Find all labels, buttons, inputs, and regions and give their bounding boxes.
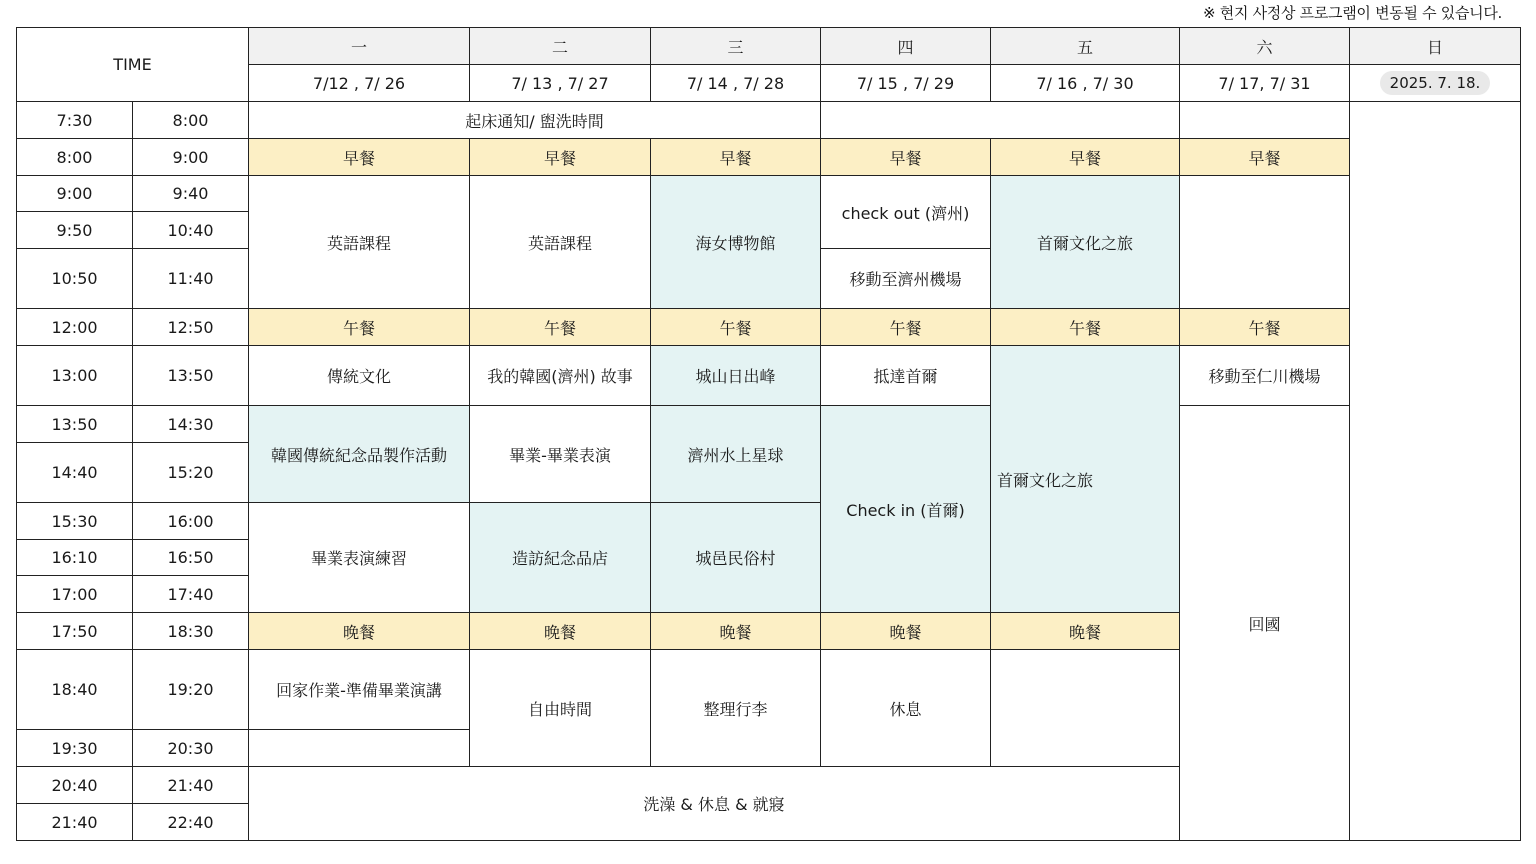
time-end: 11:40: [133, 249, 249, 309]
date-sat: 7/ 17, 7/ 31: [1180, 65, 1350, 102]
dinner-cell: 晚餐: [651, 613, 821, 650]
time-end: 15:20: [133, 443, 249, 503]
day-header-wed: 三: [651, 28, 821, 65]
free-time-cell: 自由時間: [470, 650, 651, 767]
arrive-seoul-cell: 抵達首爾: [821, 346, 991, 406]
time-end: 9:00: [133, 139, 249, 176]
time-start: 19:30: [17, 730, 133, 767]
time-start: 9:00: [17, 176, 133, 212]
time-start: 16:10: [17, 540, 133, 576]
time-end: 22:40: [133, 804, 249, 841]
time-end: 21:40: [133, 767, 249, 804]
time-end: 17:40: [133, 576, 249, 613]
my-korea-story-cell: 我的韓國(濟州) 故事: [470, 346, 651, 406]
english-class-cell: 英語課程: [470, 176, 651, 309]
breakfast-cell: 早餐: [821, 139, 991, 176]
souvenir-shop-cell: 造訪紀念品店: [470, 503, 651, 613]
seoul-culture-tour-cell: 首爾文化之旅: [991, 346, 1180, 613]
time-end: 16:00: [133, 503, 249, 540]
time-end: 18:30: [133, 613, 249, 650]
dinner-cell: 晚餐: [991, 613, 1180, 650]
time-start: 13:50: [17, 406, 133, 443]
time-start: 18:40: [17, 650, 133, 730]
time-start: 14:40: [17, 443, 133, 503]
checkout-jeju-cell: check out (濟州): [821, 176, 991, 249]
schedule-note: ※ 현지 사정상 프로그램이 변동될 수 있습니다.: [1203, 4, 1502, 22]
empty-cell: [1180, 102, 1350, 139]
traditional-culture-cell: 傳統文化: [249, 346, 470, 406]
lunch-cell: 午餐: [991, 309, 1180, 346]
time-start: 7:30: [17, 102, 133, 139]
graduation-practice-cell: 畢業表演練習: [249, 503, 470, 613]
bath-rest-sleep-cell: 洗澡 & 休息 & 就寢: [249, 767, 1180, 841]
time-start: 10:50: [17, 249, 133, 309]
packing-cell: 整理行李: [651, 650, 821, 767]
empty-cell: [1180, 176, 1350, 309]
date-sun: [1350, 65, 1521, 102]
time-start: 12:00: [17, 309, 133, 346]
souvenir-making-cell: 韓國傳統紀念品製作活動: [249, 406, 470, 503]
empty-cell: [249, 730, 470, 767]
time-end: 10:40: [133, 212, 249, 249]
lunch-cell: 午餐: [470, 309, 651, 346]
date-mon: 7/12 , 7/ 26: [249, 65, 470, 102]
english-class-cell: 英語課程: [249, 176, 470, 309]
date-fri: 7/ 16 , 7/ 30: [991, 65, 1180, 102]
dinner-cell: 晚餐: [470, 613, 651, 650]
breakfast-cell: 早餐: [249, 139, 470, 176]
date-tue: 7/ 13 , 7/ 27: [470, 65, 651, 102]
time-end: 14:30: [133, 406, 249, 443]
day-header-tue: 二: [470, 28, 651, 65]
empty-cell: [821, 102, 1180, 139]
wake-up-cell: 起床通知/ 盥洗時間: [249, 102, 821, 139]
time-end: 16:50: [133, 540, 249, 576]
day-header-sun: 日: [1350, 28, 1521, 65]
move-to-jeju-airport-cell: 移動至濟州機場: [821, 249, 991, 309]
time-start: 13:00: [17, 346, 133, 406]
haenyeo-museum-cell: 海女博物館: [651, 176, 821, 309]
time-start: 21:40: [17, 804, 133, 841]
time-end: 20:30: [133, 730, 249, 767]
graduation-show-cell: 畢業-畢業表演: [470, 406, 651, 503]
time-header: TIME: [17, 28, 249, 102]
seoul-culture-tour-cell: 首爾文化之旅: [991, 176, 1180, 309]
lunch-cell: 午餐: [1180, 309, 1350, 346]
lunch-cell: 午餐: [651, 309, 821, 346]
seongsan-peak-cell: 城山日出峰: [651, 346, 821, 406]
time-end: 12:50: [133, 309, 249, 346]
time-end: 8:00: [133, 102, 249, 139]
jeju-water-planet-cell: 濟州水上星球: [651, 406, 821, 503]
day-header-fri: 五: [991, 28, 1180, 65]
folk-village-cell: 城邑民俗村: [651, 503, 821, 613]
day-header-thu: 四: [821, 28, 991, 65]
time-end: 9:40: [133, 176, 249, 212]
empty-cell: [991, 650, 1180, 767]
homework-speech-cell: 回家作業-準備畢業演講: [249, 650, 470, 730]
schedule-table: [16, 27, 1521, 841]
day-header-mon: 一: [249, 28, 470, 65]
time-start: 9:50: [17, 212, 133, 249]
return-home-cell: 回國: [1180, 406, 1350, 841]
lunch-cell: 午餐: [249, 309, 470, 346]
time-start: 17:00: [17, 576, 133, 613]
lunch-cell: 午餐: [821, 309, 991, 346]
day-header-sat: 六: [1180, 28, 1350, 65]
breakfast-cell: 早餐: [470, 139, 651, 176]
time-start: 20:40: [17, 767, 133, 804]
time-start: 15:30: [17, 503, 133, 540]
time-end: 19:20: [133, 650, 249, 730]
date-thu: 7/ 15 , 7/ 29: [821, 65, 991, 102]
time-end: 13:50: [133, 346, 249, 406]
sunday-date-badge: 2025. 7. 18.: [1380, 71, 1491, 95]
time-start: 17:50: [17, 613, 133, 650]
sunday-column: [1350, 102, 1521, 841]
rest-cell: 休息: [821, 650, 991, 767]
breakfast-cell: 早餐: [991, 139, 1180, 176]
time-start: 8:00: [17, 139, 133, 176]
dinner-cell: 晚餐: [821, 613, 991, 650]
date-wed: 7/ 14 , 7/ 28: [651, 65, 821, 102]
dinner-cell: 晚餐: [249, 613, 470, 650]
breakfast-cell: 早餐: [651, 139, 821, 176]
breakfast-cell: 早餐: [1180, 139, 1350, 176]
move-to-incheon-airport-cell: 移動至仁川機場: [1180, 346, 1350, 406]
checkin-seoul-cell: Check in (首爾): [821, 406, 991, 613]
